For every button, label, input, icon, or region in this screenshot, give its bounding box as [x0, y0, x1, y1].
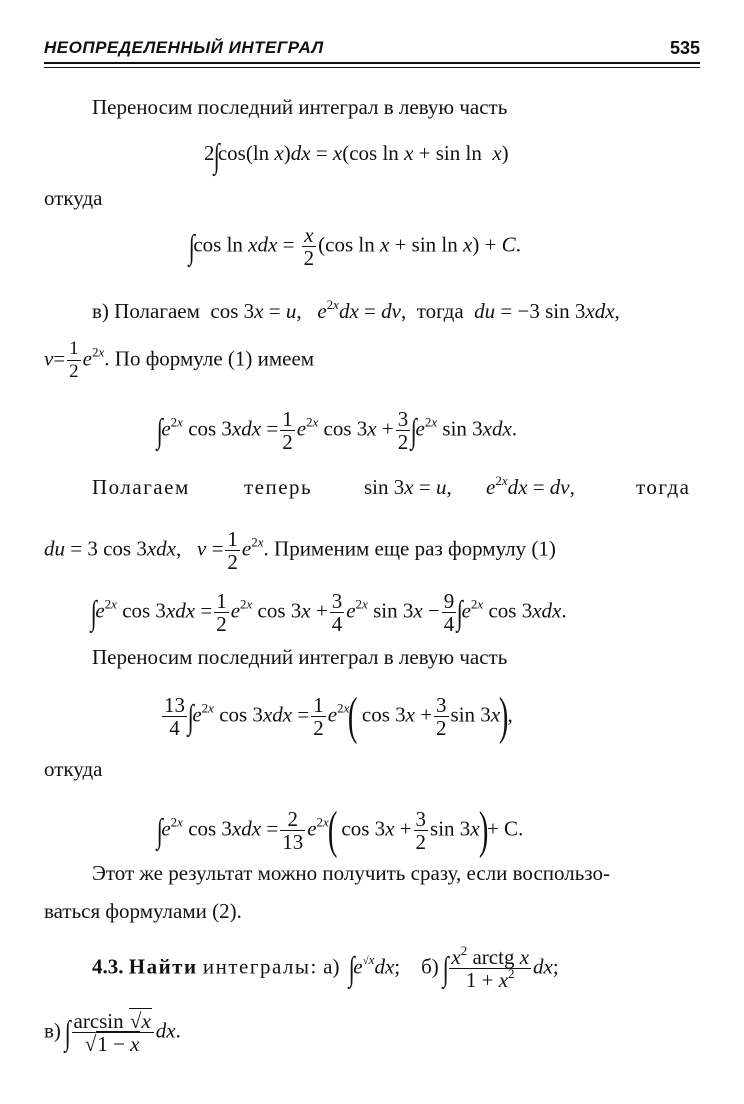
eq1-body: cos(ln x)dx = x(cos ln x + sin ln x) — [217, 141, 509, 165]
integral-sign: ∫ — [188, 229, 195, 267]
paragraph-2: в) Полагаем cos 3x = u, $e^{2x}dx$ = dv, тогда du = −3 sin 3xdx, — [92, 297, 620, 323]
page-number: 535 — [669, 38, 700, 58]
word-otkuda-2: откуда — [44, 757, 103, 781]
paragraph-7-line1: Этот же результат можно получить сразу, если воспользо- — [92, 861, 610, 885]
eq2-tail: (cos ln x + sin ln x) + C. — [318, 232, 521, 257]
eq2-body: cos ln xdx = — [193, 232, 295, 257]
paragraph-4-w5: тогда — [636, 475, 691, 499]
eq1-coef: 2 — [204, 141, 215, 165]
header-rule — [44, 62, 700, 64]
equation-4: $\int e^{2x}$ cos 3xdx = $\frac{1}{2}$ $e^{2x}$ cos 3x + $\frac{3}{4}$ $e^{2x}$ sin 3x − $\frac{9}{4}$ $\int e^{2x}$ cos 3xdx. — [90, 589, 567, 636]
equation-2 — [190, 224, 521, 269]
paragraph-6: Переносим последний интеграл в левую часть — [92, 645, 508, 669]
paragraph-4-w2: теперь — [244, 475, 313, 499]
paragraph-5: du = 3 cos 3xdx, v = $\frac{1}{2}$ $e^{2x}$. Применим еще раз формулу (1) — [44, 527, 556, 574]
task-4-3-v: в) ∫ $\frac{\arcsin √x}{√1 - x}$ dx. — [44, 1009, 181, 1056]
equation-6: $\int e^{2x}$ cos 3xdx = $\frac{2}{13}$ $e^{2x}$( cos 3x + $\frac{3}{2}$ sin 3x)+ C. — [156, 802, 524, 860]
equation-1 — [204, 138, 509, 175]
header-title: НЕОПРЕДЕЛЕННЫЙ ИНТЕГРАЛ — [44, 38, 324, 57]
task-4-3: 4.3. Найти интегралы: а) $\int e^{√x}dx$; б) ∫ $\frac{x^2 arctg x}{1 + x^2}$ dx; — [92, 943, 559, 992]
paragraph-4-w1: Полагаем — [92, 475, 190, 499]
paragraph-3: v= $\frac{1}{2}$ $e^{2x}$. По формуле (1) имеем — [44, 338, 315, 382]
header-rule-thin — [44, 67, 700, 68]
paragraph-4-w4: $e^{2x}dx$ = dv, — [486, 473, 575, 499]
equation-5: $\frac{13}{4}$ $\int e^{2x}$ cos 3xdx = $\frac{1}{2}$ $e^{2x}$( cos 3x + $\frac{3}{2}$ sin 3x), — [164, 688, 513, 746]
integral-sign: ∫ — [213, 138, 220, 175]
equation-3: $\int e^{2x}$ cos 3xdx = $\frac{1}{2}$ $e^{2x}$ cos 3x + $\frac{3}{2}$ $\int e^{2x}$ sin 3xdx. — [156, 407, 518, 454]
word-otkuda-1: откуда — [44, 186, 103, 210]
paragraph-1: Переносим последний интеграл в левую часть — [92, 95, 508, 119]
paragraph-7-line2: ваться формулами (2). — [44, 899, 242, 923]
fraction: $\frac{x}{2}$ — [303, 223, 315, 270]
paragraph-4-w3: sin 3x = u, — [364, 475, 452, 499]
running-header — [44, 38, 700, 62]
